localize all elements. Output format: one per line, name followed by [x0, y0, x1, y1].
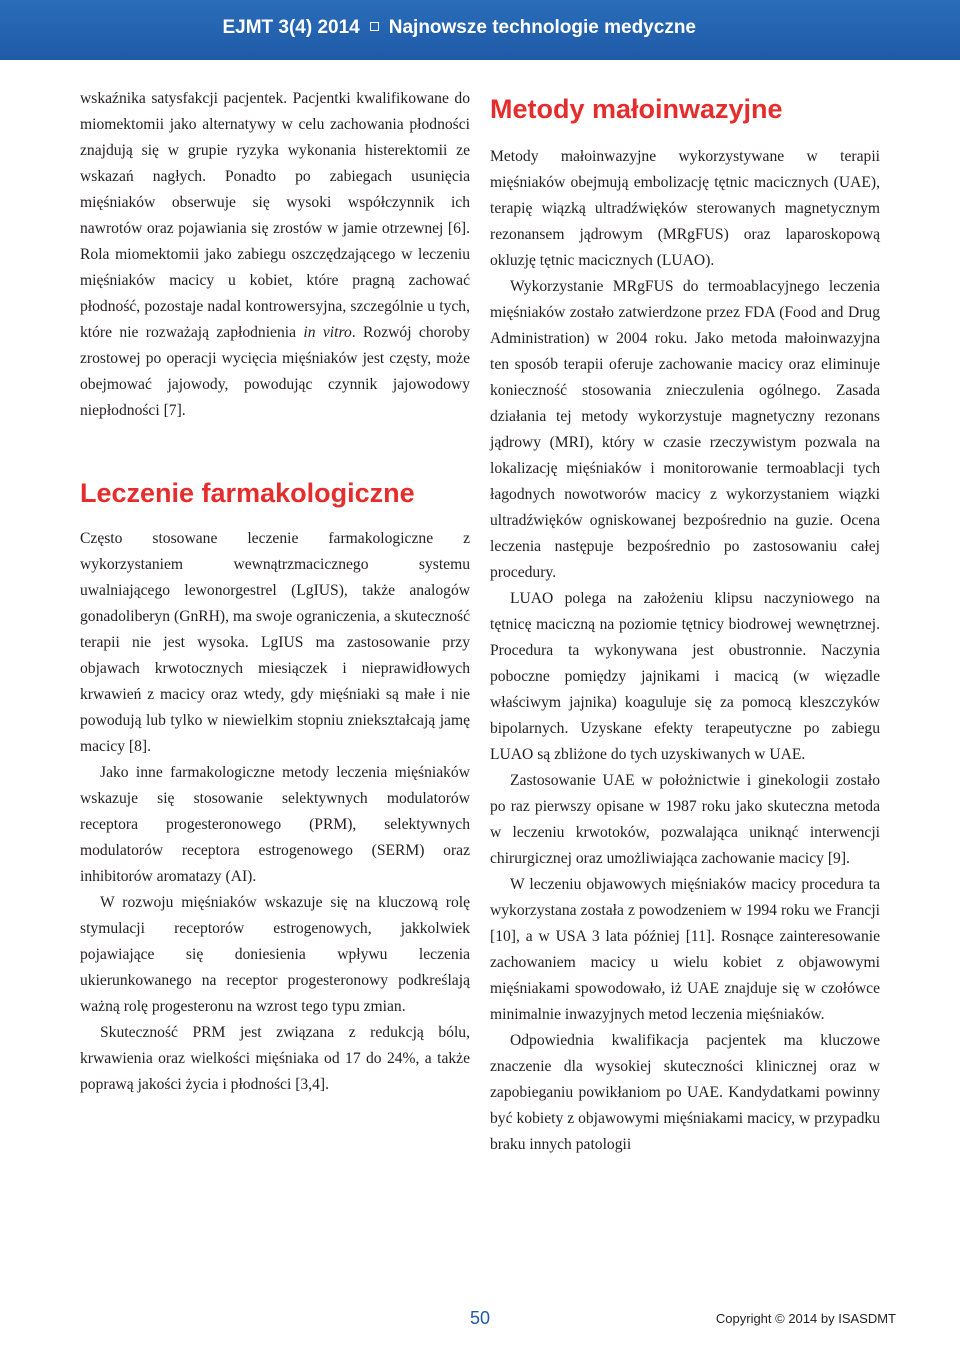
paragraph: LUAO polega na założeniu klipsu naczyniowego na tętnicę maciczną na poziomie tętnicy biodrowej wewnętrznej. Procedura ta wykonywana jest obustronnie. Naczynia poboczne pomiędzy jajnikami i macicą (w więzadle właściwym jajnika) koaguluje się za pomocą kleszczyków bipolarnych. Uzyskane efekty terapeutyczne po zabiegu LUAO są zbliżone do tych uzyskiwanych w UAE. [490, 590, 880, 763]
paragraph: Metody małoinwazyjne wykorzystywane w terapii mięśniaków obejmują embolizację tętnic macicznych (UAE), terapię wiązką ultradźwięków sterowanych magnetycznym rezonansem jądrowym (MRgFUS) oraz laparoskopową okluzję tętnic macicznych (LUAO). [490, 148, 880, 269]
copyright-notice: Copyright © 2014 by ISASDMT [715, 1311, 896, 1326]
section-heading: Leczenie farmakologiczne [80, 478, 415, 508]
paragraph-text: wskaźnika satysfakcji pacjentek. Pacjentki kwalifikowane do miomektomii jako alternatywy w celu zachowania płodności znajdują się w grupie ryzyka wykonania histerektomii ze wskazań nagłych. Ponadto po zabiegach usunięcia mięśniaków obserwuje się wysoki współczynnik ich nawrotów oraz pojawiania się zrostów w jamie otrzewnej [6]. Rola miomektomii jako zabiegu oszczędzającego w leczeniu mięśniaków macicy u kobiet, które pragną zachować płodność, pozostaje nadal kontrowersyjna, szczególnie u tych, które nie rozważają zapłodnienia [80, 90, 470, 341]
paragraph: W rozwoju mięśniaków wskazuje się na kluczową rolę stymulacji receptorów estrogenowych, jakkolwiek pojawiające się doniesienia wpływu leczenia ukierunkowanego na receptor progesteronowy podkreślają ważną rolę progesteronu na wzrost tego typu zmian. [80, 894, 470, 1015]
paragraph: Często stosowane leczenie farmakologiczne z wykorzystaniem wewnątrzmacicznego systemu uwalniającego lewonorgestrel (LgIUS), także analogów gonadoliberyn (GnRH), ma swoje ograniczenia, a skuteczność terapii nie jest wysoka. LgIUS ma zastosowanie przy objawach krwotocznych miesiączek i nieprawidłowych krwawień z macicy oraz wtedy, gdy mięśniaki są małe i nie powodują lub tylko w niewielkim stopniu zniekształcają jamę macicy [8]. [80, 530, 470, 755]
journal-name: EJMT 3(4) 2014 [222, 17, 360, 38]
paragraph: Odpowiednia kwalifikacja pacjentek ma kluczowe znaczenie dla wysokiej skuteczności klinicznej oraz w zapobieganiu powikłaniom po UAE. Kandydatkami powinny być kobiety z objawowymi mięśniakami macicy, w przypadku braku innych patologii [490, 1032, 880, 1153]
separator-square-icon [370, 22, 379, 31]
running-header [0, 0, 960, 60]
paragraph: Wykorzystanie MRgFUS do termoablacyjnego leczenia mięśniaków zostało zatwierdzone przez FDA (Food and Drug Administration) w 2004 roku. Jako metoda małoinwazyjna ten sposób terapii oferuje zachowanie macicy oraz eliminuje konieczność stosowania znieczulenia ogólnego. Zasada działania tej metody wykorzystuje magnetyczny rezonans jądrowy (MRI), który w czasie rzeczywistym pozwala na lokalizację mięśniaków i monitorowanie termoablacji tych łagodnych nowotworów macicy z wykorzystaniem wiązki ultradźwięków ogniskowanej bezpośrednio na guzie. Ocena leczenia następuje bezpośrednio po zastosowaniu całej procedury. [490, 278, 880, 581]
paragraph: Zastosowanie UAE w położnictwie i ginekologii zostało po raz pierwszy opisane w 1987 roku jako skuteczna metoda w leczeniu krwotoków, pozwalająca uniknąć interwencji chirurgicznej oraz umożliwiająca zachowanie macicy [9]. [490, 772, 880, 867]
paragraph: W leczeniu objawowych mięśniaków macicy procedura ta wykorzystana została z powodzeniem w 1994 roku we Francji [10], a w USA 3 lata później [11]. Rosnące zainteresowanie zachowaniem macicy u wielu kobiet z objawowymi mięśniakami spowodowało, iż UAE znajduje się w czołówce minimalnie inwazyjnych metod leczenia mięśniaków. [490, 876, 880, 1023]
paragraph-text: . Rozwój choroby zrostowej po operacji wycięcia mięśniaków jest częsty, może obejmować jajowody, powodując czynnik jajowodowy niepłodności [7]. [80, 324, 470, 419]
right-column [490, 86, 880, 1158]
section-name: Najnowsze technologie medyczne [388, 17, 696, 38]
italic-text: in vitro [303, 324, 352, 341]
header-title [222, 17, 696, 39]
paragraph [80, 86, 470, 424]
page-number: 50 [470, 1308, 491, 1328]
left-column [80, 86, 470, 1098]
paragraph: Skuteczność PRM jest związana z redukcją bólu, krwawienia oraz wielkości mięśniaka od 17 do 24%, a także poprawą jakości życia i płodności [3,4]. [80, 1024, 470, 1093]
section-heading: Metody małoinwazyjne [490, 94, 783, 124]
paragraph: Jako inne farmakologiczne metody leczenia mięśniaków wskazuje się stosowanie selektywnych modulatorów receptora progesteronowego (PRM), selektywnych modulatorów receptora estrogenowego (SERM) oraz inhibitorów aromatazy (AI). [80, 764, 470, 885]
